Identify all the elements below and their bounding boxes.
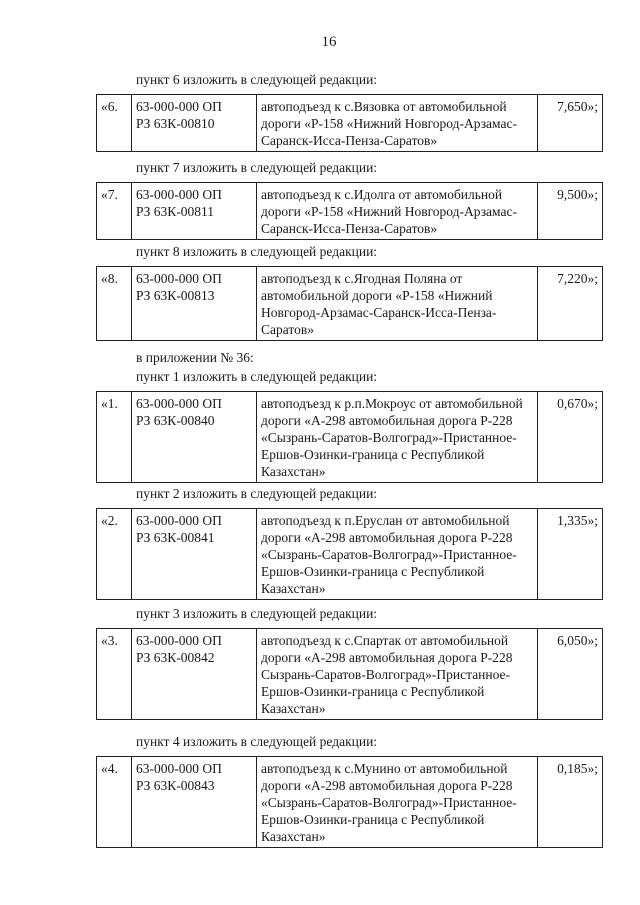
road-description: автоподъезд к с.Мунино от автомобильной дороги «А-298 автомобильная дорога Р-228 «Сызрань-Саратов-Волгоград»-Пристанное-Ершов-Озинки-граница с Республикой Казахстан» — [257, 757, 538, 848]
road-code — [132, 757, 257, 848]
page-number: 16 — [321, 34, 337, 50]
road-code — [132, 509, 257, 600]
road-length: 0,185»; — [538, 757, 603, 848]
road-length: 7,220»; — [538, 267, 603, 341]
road-description: автоподъезд к р.п.Мокроус от автомобильной дороги «А-298 автомобильная дорога Р-228 «Сызрань-Саратов-Волгоград»-Пристанное-Ершов-Озинки-граница с Республикой Казахстан» — [257, 392, 538, 483]
amendment-section — [96, 158, 598, 240]
road-table — [96, 94, 603, 152]
road-length: 6,050»; — [538, 629, 603, 720]
road-table — [96, 628, 603, 720]
item-number: «2. — [97, 509, 132, 600]
road-table — [96, 508, 603, 600]
amendment-intro: пункт 4 изложить в следующей редакции: — [136, 734, 378, 749]
road-code — [132, 95, 257, 152]
road-code-line-2: РЗ 63К-00813 — [136, 288, 215, 303]
road-code — [132, 392, 257, 483]
amendment-intro: пункт 1 изложить в следующей редакции: — [136, 369, 378, 384]
road-code-line-1: 63-000-000 ОП — [136, 396, 222, 411]
road-code-line-2: РЗ 63К-00841 — [136, 530, 215, 545]
road-length: 7,650»; — [538, 95, 603, 152]
road-length: 0,670»; — [538, 392, 603, 483]
item-number: «4. — [97, 757, 132, 848]
amendment-intro: пункт 2 изложить в следующей редакции: — [136, 486, 378, 501]
road-length: 9,500»; — [538, 183, 603, 240]
road-code-line-1: 63-000-000 ОП — [136, 187, 222, 202]
road-code-line-2: РЗ 63К-00843 — [136, 778, 215, 793]
amendment-intro: пункт 7 изложить в следующей редакции: — [136, 160, 378, 175]
amendment-intro: пункт 8 изложить в следующей редакции: — [136, 244, 378, 259]
amendment-section — [96, 484, 598, 600]
road-code-line-2: РЗ 63К-00840 — [136, 413, 215, 428]
item-number: «3. — [97, 629, 132, 720]
road-code-line-1: 63-000-000 ОП — [136, 271, 222, 286]
road-table — [96, 182, 603, 240]
table-row — [97, 509, 603, 600]
amendment-section — [96, 70, 598, 152]
road-code-line-2: РЗ 63К-00810 — [136, 116, 215, 131]
road-table — [96, 756, 603, 848]
item-number: «1. — [97, 392, 132, 483]
item-number: «8. — [97, 267, 132, 341]
appendix-heading: в приложении № 36: — [136, 350, 254, 365]
amendment-section — [96, 242, 598, 341]
road-code-line-2: РЗ 63К-00811 — [136, 204, 215, 219]
road-code-line-1: 63-000-000 ОП — [136, 513, 222, 528]
table-row — [97, 629, 603, 720]
road-code — [132, 267, 257, 341]
table-row — [97, 183, 603, 240]
road-code-line-1: 63-000-000 ОП — [136, 761, 222, 776]
item-number: «7. — [97, 183, 132, 240]
road-length: 1,335»; — [538, 509, 603, 600]
road-description: автоподъезд к с.Идолга от автомобильной дороги «Р-158 «Нижний Новгород-Арзамас-Саранск-Исса-Пенза-Саратов» — [257, 183, 538, 240]
amendment-section — [96, 604, 598, 720]
road-table — [96, 266, 603, 341]
road-code-line-1: 63-000-000 ОП — [136, 99, 222, 114]
amendment-section — [96, 732, 598, 848]
amendment-intro: пункт 3 изложить в следующей редакции: — [136, 606, 378, 621]
road-table — [96, 391, 603, 483]
item-number: «6. — [97, 95, 132, 152]
road-description: автоподъезд к с.Вязовка от автомобильной дороги «Р-158 «Нижний Новгород-Арзамас-Саранск-Исса-Пенза-Саратов» — [257, 95, 538, 152]
table-row — [97, 757, 603, 848]
road-code — [132, 183, 257, 240]
road-code — [132, 629, 257, 720]
table-row — [97, 267, 603, 341]
table-row — [97, 95, 603, 152]
amendment-intro: пункт 6 изложить в следующей редакции: — [136, 72, 378, 87]
table-row — [97, 392, 603, 483]
amendment-section — [96, 348, 598, 483]
road-description: автоподъезд к с.Ягодная Поляна от автомобильной дороги «Р-158 «Нижний Новгород-Арзамас-Саранск-Исса-Пенза-Саратов» — [257, 267, 538, 341]
road-description: автоподъезд к п.Еруслан от автомобильной дороги «А-298 автомобильная дорога Р-228 «Сызрань-Саратов-Волгоград»-Пристанное-Ершов-Озинки-граница с Республикой Казахстан» — [257, 509, 538, 600]
road-code-line-1: 63-000-000 ОП — [136, 633, 222, 648]
road-code-line-2: РЗ 63К-00842 — [136, 650, 215, 665]
road-description: автоподъезд к с.Спартак от автомобильной дороги «А-298 автомобильная дорога Р-228 Сызрань-Саратов-Волгоград»-Пристанное-Ершов-Озинки-граница с Республикой Казахстан» — [257, 629, 538, 720]
